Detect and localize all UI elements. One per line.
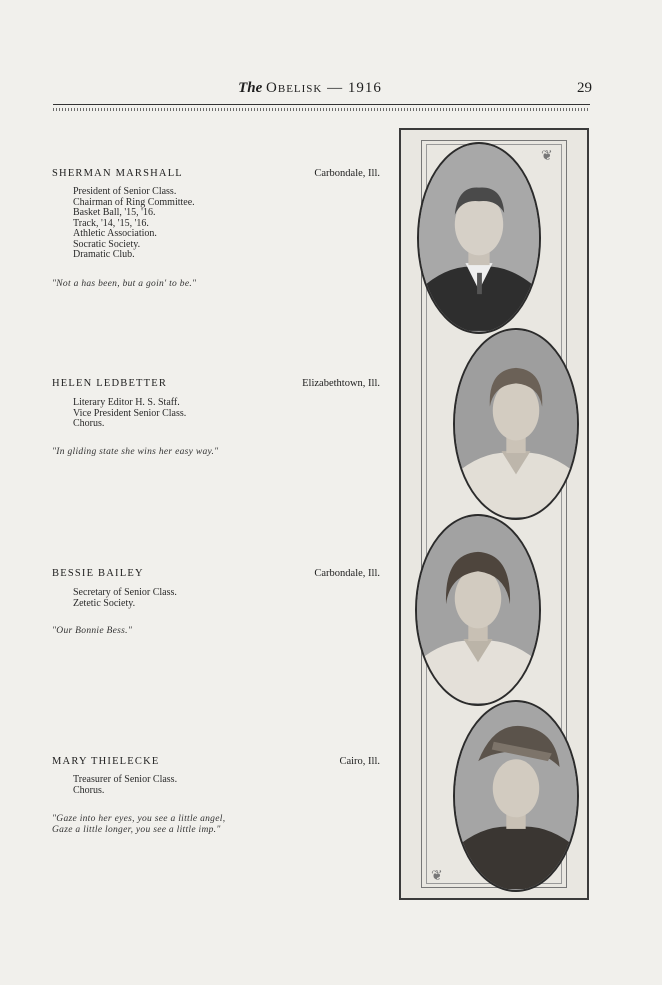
portrait-photo [453, 328, 579, 520]
portrait-silhouette [417, 516, 539, 704]
student-hometown: Carbondale, Ill. [314, 168, 380, 179]
activity-item: Athletic Association. [73, 228, 157, 239]
student-name: HELEN LEDBETTER [52, 378, 168, 389]
header-rule [53, 104, 590, 112]
student-quote [52, 279, 196, 290]
quote-line: "In gliding state she wins her easy way." [52, 447, 219, 457]
quote-line: "Our Bonnie Bess." [52, 626, 133, 636]
activity-list [73, 588, 177, 609]
activity-item: Basket Ball, '15, '16. [73, 207, 156, 218]
student-quote [52, 447, 218, 458]
activity-item: Treasurer of Senior Class. [73, 774, 178, 785]
portrait-photo [417, 142, 541, 334]
activity-item: Literary Editor H. S. Staff. [73, 397, 180, 408]
activity-item: Dramatic Club. [73, 249, 135, 260]
header-title-rest: Obelisk — 1916 [266, 80, 382, 96]
activity-item: Secretary of Senior Class. [73, 587, 177, 598]
floral-ornament-icon: ❦ [541, 149, 553, 164]
portrait-silhouette [419, 144, 539, 332]
portrait-photo [415, 514, 541, 706]
student-entry [0, 378, 380, 468]
quote-line: Gaze a little longer, you see a little imp." [52, 825, 221, 835]
quote-line: "Gaze into her eyes, you see a little angel, [52, 814, 226, 824]
activity-item: Zetetic Society. [73, 597, 136, 609]
student-entry [0, 756, 380, 846]
student-quote [52, 814, 225, 836]
student-quote [52, 626, 132, 637]
student-name: BESSIE BAILEY [52, 568, 144, 579]
portrait-silhouette [455, 702, 577, 890]
floral-ornament-icon: ❦ [431, 869, 443, 884]
activity-item: Socratic Society. [73, 238, 141, 250]
activity-item: Vice President Senior Class. [73, 407, 187, 419]
portrait-photo [453, 700, 579, 892]
quote-line: "Not a has been, but a goin' to be." [52, 279, 197, 289]
student-name: MARY THIELECKE [52, 756, 160, 767]
student-name: SHERMAN MARSHALL [52, 168, 183, 179]
activity-item: Track, '14, '15, '16. [73, 217, 149, 229]
portrait-silhouette [455, 330, 577, 518]
student-hometown: Carbondale, Ill. [314, 568, 380, 579]
running-header [180, 80, 440, 97]
portrait-strip [399, 128, 589, 900]
header-title-the: The [238, 80, 263, 96]
activity-list [73, 398, 186, 430]
activity-item: Chorus. [73, 784, 105, 796]
page-number: 29 [577, 80, 592, 96]
student-entry [0, 168, 380, 298]
activity-list [73, 187, 195, 261]
student-hometown: Cairo, Ill. [339, 756, 380, 767]
activity-item: Chorus. [73, 418, 105, 429]
student-entry [0, 568, 380, 648]
activity-item: Chairman of Ring Committee. [73, 196, 195, 208]
activity-item: President of Senior Class. [73, 186, 177, 197]
activity-list [73, 775, 177, 796]
student-hometown: Elizabethtown, Ill. [302, 378, 380, 389]
